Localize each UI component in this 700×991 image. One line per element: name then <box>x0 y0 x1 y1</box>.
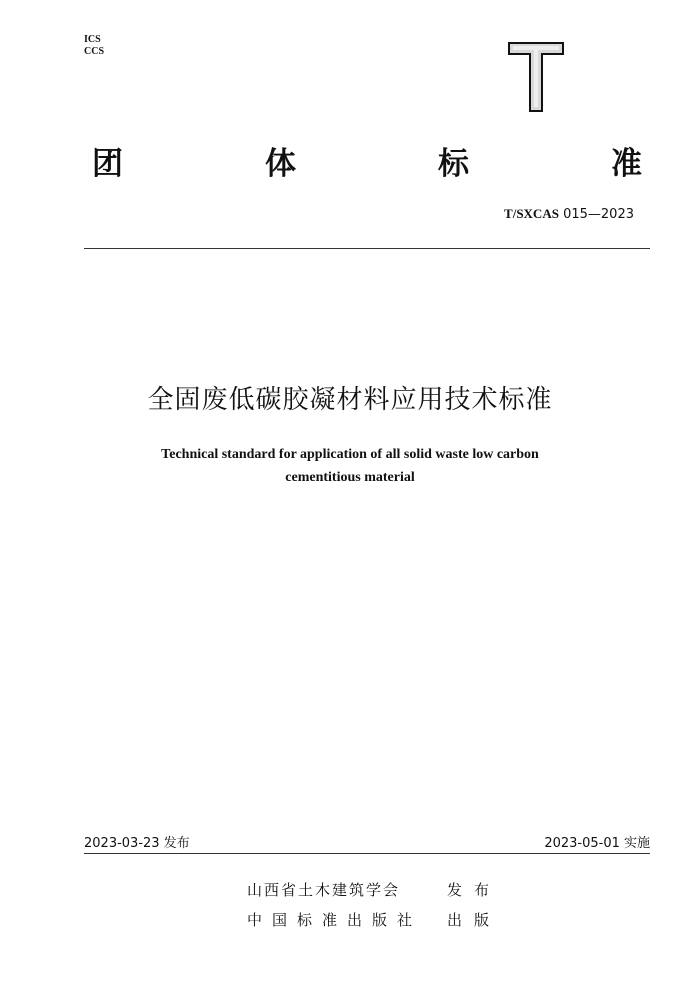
heading-char: 体 <box>265 145 296 182</box>
publisher-list <box>247 875 501 935</box>
publisher-row <box>247 875 501 905</box>
ccs-label: CCS <box>84 46 105 57</box>
publisher-name: 山西省土木建筑学会 <box>247 881 401 899</box>
publisher-role: 出版 <box>447 911 502 929</box>
standard-code-number: 015—2023 <box>563 207 634 222</box>
heading-char: 标 <box>438 145 469 182</box>
issue-date: 2023-03-23 发布 <box>84 836 190 851</box>
publisher-row <box>247 905 501 935</box>
implementation-date: 2023-05-01 实施 <box>544 836 650 851</box>
organization-standard-heading <box>92 138 642 182</box>
bottom-divider <box>84 853 650 854</box>
chinese-title: 全固废低碳胶凝材料应用技术标准 <box>147 385 553 415</box>
heading-char: 准 <box>611 145 642 182</box>
classification-codes <box>84 34 104 58</box>
top-divider <box>84 248 650 249</box>
publisher-role: 发布 <box>447 881 502 899</box>
publisher-name: 中国标准出版社 <box>247 911 423 929</box>
standard-code-prefix: T/SXCAS <box>504 206 559 221</box>
heading-char: 团 <box>92 145 123 182</box>
english-title-line-2: cementitious material <box>285 470 415 485</box>
english-title <box>100 443 600 489</box>
ics-label: ICS <box>84 34 101 45</box>
standard-t-logo-icon <box>508 42 564 112</box>
standard-code <box>504 206 634 222</box>
english-title-line-1: Technical standard for application of all solid waste low carbon <box>161 447 539 462</box>
